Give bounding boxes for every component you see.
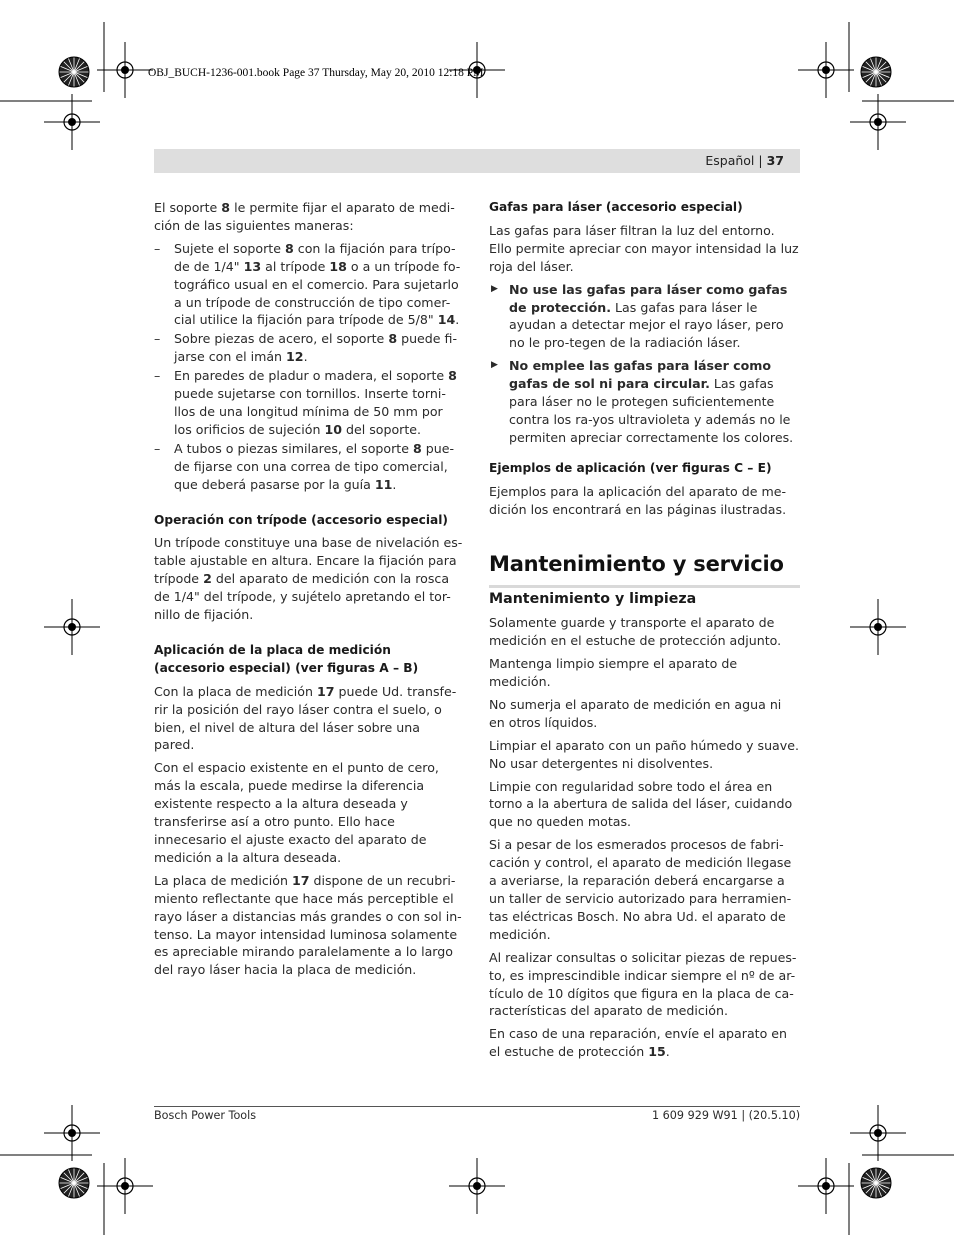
text-run: del soporte. (341, 421, 422, 437)
bold-text: 10 (324, 421, 342, 437)
list-marker: – (154, 331, 161, 347)
text-run: Las gafas para láser le ayudan a detectar mejor el rayo láser, pero no le pro-tegen de la radiación láser. (509, 299, 784, 351)
examples-heading: Ejemplos de aplicación (ver figuras C – E) (489, 460, 772, 475)
text-run: Solamente guarde y transporte el aparato de medición en el estuche de protección adjunto. (489, 615, 782, 649)
page-header (154, 149, 800, 173)
maintenance-paragraph (489, 949, 800, 1021)
section-title: Mantenimiento y servicio (489, 551, 784, 576)
maintenance-paragraph (489, 836, 800, 943)
text-run: Limpiar el aparato con un paño húmedo y suave. No usar detergentes ni disolventes. (489, 737, 799, 771)
maintenance-paragraph (489, 696, 800, 732)
list-item (489, 357, 800, 447)
maintenance-paragraphs (489, 614, 800, 1061)
text-run: puede sujetarse con tornillos. Inserte torni-llos de una longitud mínima de 50 mm por los orificios de sujeción (174, 386, 446, 437)
text-run: A tubos o piezas similares, el soporte (174, 440, 413, 456)
glasses-heading: Gafas para láser (accesorio especial) (489, 200, 743, 214)
text-run: puede fi-jarse con el imán (174, 331, 458, 365)
text-run: le permite fijar el aparato de medi-ción de las siguientes maneras: (154, 200, 455, 233)
text-run: al trípode (261, 258, 330, 274)
intro-paragraph (154, 199, 464, 235)
tripod-paragraph (154, 534, 464, 624)
right-column (489, 199, 800, 1066)
maintenance-paragraph (489, 1025, 800, 1061)
bold-text: 2 (203, 571, 212, 587)
list-item (154, 367, 464, 439)
text-run: Las gafas para láser no le protegen suficientemente contra los ra-yos ultravioleta y además no le permiten apreciar correctamente los colores. (509, 376, 794, 445)
list-item (489, 281, 800, 353)
bold-text: 8 (388, 331, 398, 347)
text-run: . (392, 476, 397, 492)
bold-text: 12 (286, 349, 304, 365)
text-run: Si a pesar de los esmerados procesos de fabri-cación y control, el aparato de medición llegase a averiarse, la reparación deberá encargarse a un taller de servicio autorizado para herramien-tas eléctricas Bosch. No abra Ud. el aparato de medición. (489, 837, 792, 942)
text-run: puede Ud. transfe-rir la posición del rayo láser contra el suelo, o bien, el nivel de altura del láser sobre una pared. (154, 683, 457, 753)
text-run: con la fijación para trípo-de de 1/4" (174, 240, 456, 274)
text-run: El soporte (154, 200, 222, 215)
bold-text: 17 (316, 683, 335, 699)
bold-text: 18 (329, 258, 347, 274)
header-separator: | (758, 153, 763, 168)
bold-text: 8 (448, 368, 457, 384)
footer-docnumber: 1 609 929 W91 | (20.5.10) (652, 1109, 801, 1122)
bold-text: 8 (413, 440, 422, 456)
text-run: La placa de medición (154, 872, 292, 888)
plate-heading (154, 642, 464, 678)
tripod-heading: Operación con trípode (accesorio especial) (154, 512, 448, 527)
subsection-title: Mantenimiento y limpieza (489, 591, 697, 608)
list-marker: – (154, 440, 161, 456)
text-run: Con el espacio existente en el punto de cero, más la escala, puede medirse la diferencia existente respecto a la altura deseada y transferirse así a otro punto. Ello hace innecesario el ajuste exacto del aparato de medición a la altura deseada. (154, 760, 439, 865)
text-run: Limpie con regularidad sobre todo el área en torno a la abertura de salida del láser, cuidando que no queden motas. (489, 778, 793, 830)
text-run: Mantenga limpio siempre el aparato de medición. (489, 656, 738, 690)
glasses-paragraph (489, 222, 800, 276)
text-run: No sumerja el aparato de medición en agua ni en otros líquidos. (489, 696, 782, 730)
bold-text: 8 (285, 240, 294, 256)
list-marker: ▶ (491, 360, 498, 371)
plate-heading-line-1: Aplicación de la placa de medición (154, 642, 391, 657)
subsection-rule (489, 585, 800, 609)
text-run: o a un trípode fo-tográfico usual en el comercio. Para sujetarlo a un trípode de construcción de tipo comer-cial utilice la fijación para trípode de 5/8" (174, 258, 461, 328)
text-run: Un trípode constituye una base de nivelación es-table ajustable en altura. Encare la fijación para trípode (154, 535, 463, 587)
text-run: Sujete el soporte (174, 240, 285, 256)
maintenance-paragraph (489, 655, 800, 691)
plate-paragraph-2 (154, 759, 464, 866)
list-item (154, 240, 464, 330)
footer-brand: Bosch Power Tools (154, 1109, 257, 1122)
text-run: Con la placa de medición (154, 683, 317, 699)
text-run: Sobre piezas de acero, el soporte (174, 331, 389, 347)
text-run: . (303, 349, 308, 365)
plate-heading-line-2: (accesorio especial) (ver figuras A – B) (154, 660, 419, 675)
text-run: En caso de una reparación, envíe el aparato en el estuche de protección (489, 1026, 788, 1060)
list-item (154, 330, 464, 366)
examples-paragraph (489, 483, 800, 519)
plate-paragraph-3 (154, 872, 464, 979)
list-marker: ▶ (491, 283, 498, 294)
mounting-list (154, 240, 464, 494)
plate-paragraph-1 (154, 683, 464, 755)
bold-text: 14 (437, 312, 456, 328)
text-run: dispone de un recubri-miento reflectante que hace más perceptible el rayo láser a distancias más grandes o con sol in-tenso. La mayor intensidad luminosa solamente es apreciable mirando paralelamente a lo largo del rayo láser hacia la placa de medición. (154, 872, 462, 978)
header-language: Español (705, 153, 755, 168)
text-run: del aparato de medición con la rosca de 1/4" del trípode, y sujételo apretando el tor-nillo de fijación. (154, 571, 451, 623)
list-marker: – (154, 368, 161, 384)
list-marker: – (154, 240, 161, 256)
page-number: 37 (766, 153, 784, 168)
maintenance-paragraph (489, 614, 800, 650)
bold-text: 8 (221, 200, 231, 215)
text-run: . (665, 1044, 670, 1060)
text-run: Ejemplos para la aplicación del aparato de me-dición los encontrará en las páginas ilustradas. (489, 483, 787, 517)
text-run: . (455, 312, 460, 328)
maintenance-paragraph (489, 778, 800, 832)
left-column (154, 199, 464, 984)
bold-text: 13 (243, 258, 262, 274)
text-run: Al realizar consultas o solicitar piezas de repues-to, es imprescindible indicar siempre el nº de ar-tículo de 10 dígitos que figura en la placa de ca-racterísticas del aparato de medición. (489, 949, 797, 1019)
bold-text: No emplee las gafas para láser como gafas de sol ni para circular. (509, 358, 772, 392)
maintenance-paragraph (489, 737, 800, 773)
text-run: En paredes de pladur o madera, el soporte (174, 368, 449, 384)
bold-text: 11 (374, 476, 393, 492)
text-run: Las gafas para láser filtran la luz del entorno. Ello permite apreciar con mayor intensidad la luz roja del láser. (489, 222, 799, 274)
bold-text: 17 (291, 872, 310, 888)
print-slug: OBJ_BUCH-1236-001.book Page 37 Thursday, May 20, 2010 12:18 PM (148, 67, 484, 79)
footer-rule (154, 1106, 800, 1107)
bold-text: 15 (648, 1044, 666, 1060)
bold-text: No use las gafas para láser como gafas de protección. (509, 281, 788, 315)
warning-list (489, 281, 800, 447)
text-run: pue-de fijarse con una correa de tipo comercial, que deberá pasarse por la guía (174, 440, 455, 492)
list-item (154, 440, 464, 494)
header-text (705, 153, 784, 168)
